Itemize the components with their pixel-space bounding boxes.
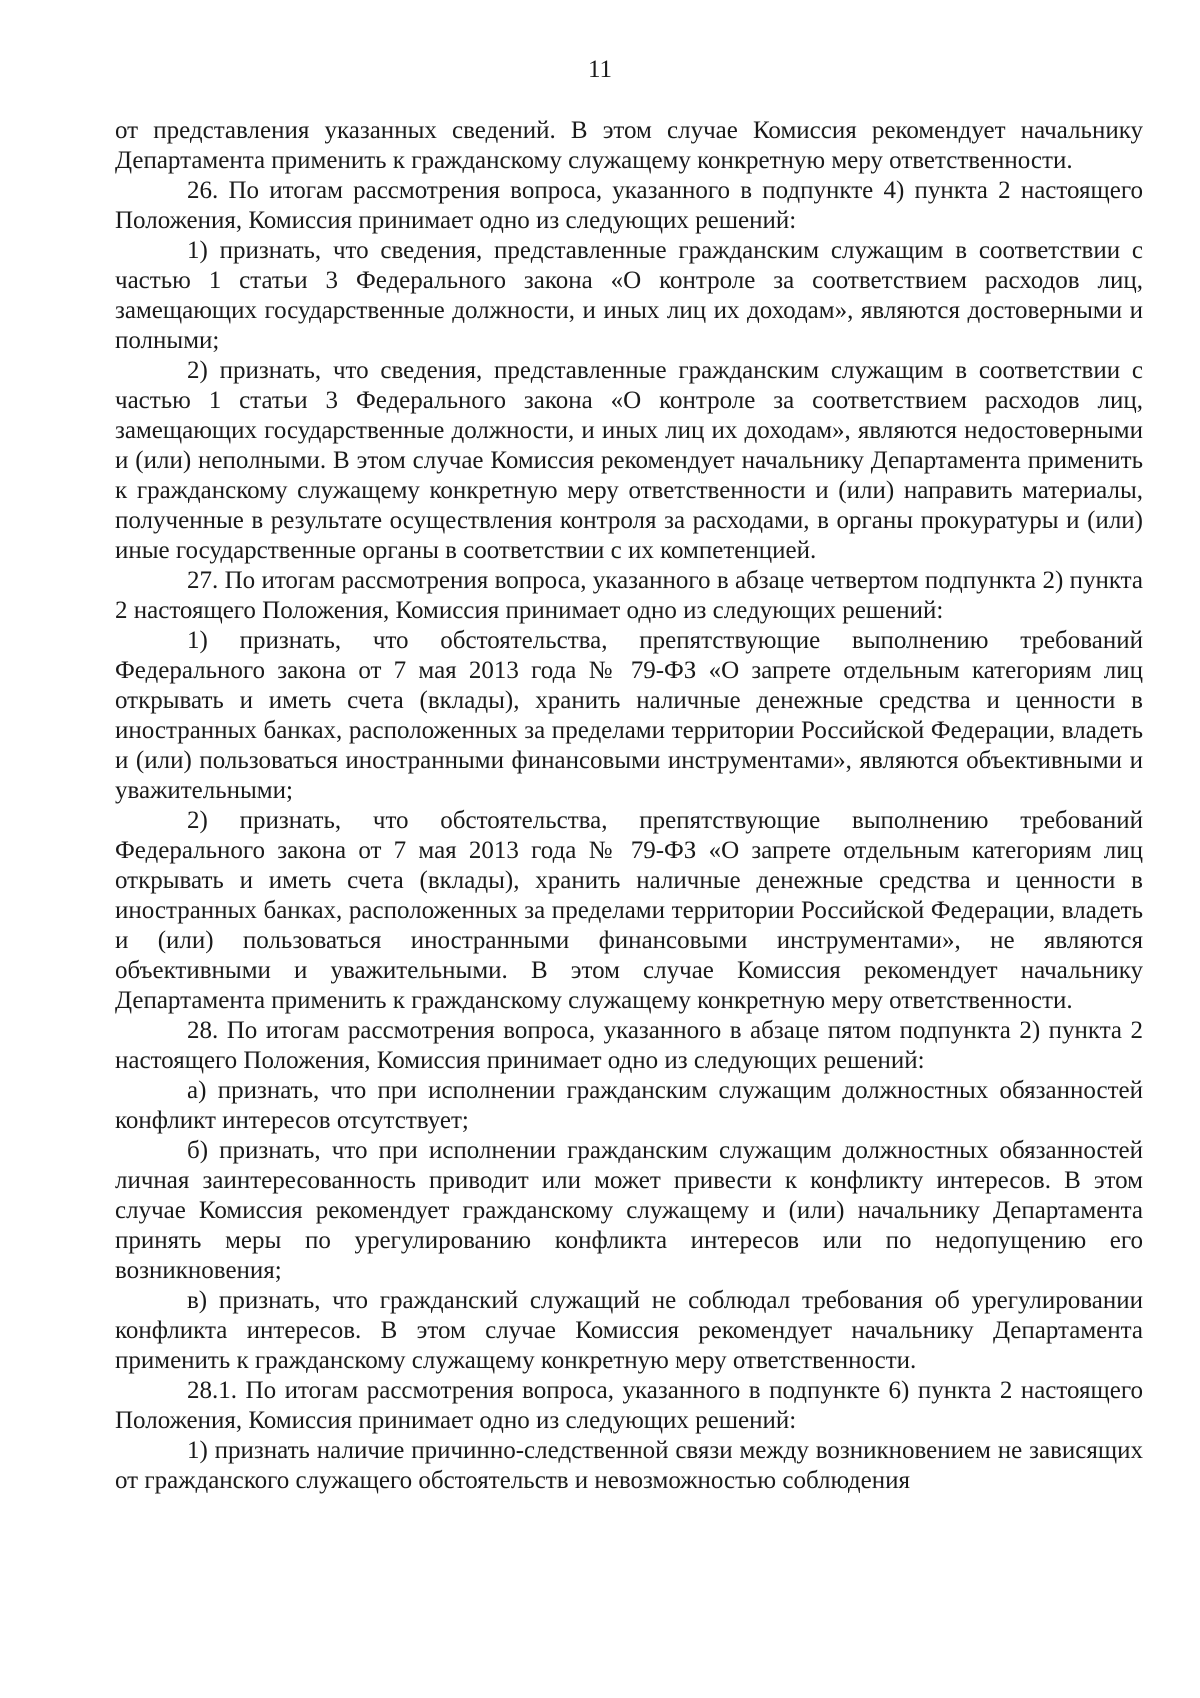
paragraph-28-subitem-a: а) признать, что при исполнении гражданским служащим должностных обязанностей конфликт интересов отсутствует;	[115, 1077, 1143, 1134]
paragraph-item-26: 26. По итогам рассмотрения вопроса, указанного в подпункте 4) пункта 2 настоящего Положения, Комиссия принимает одно из следующих решений:	[115, 177, 1143, 234]
paragraph-28-subitem-v: в) признать, что гражданский служащий не соблюдал требования об урегулировании конфликта интересов. В этом случае Комиссия рекомендует начальнику Департамента применить к гражданскому служащему конкретную меру ответственности.	[115, 1287, 1143, 1374]
paragraph-27-subitem-2: 2) признать, что обстоятельства, препятствующие выполнению требований Федерального закона от 7 мая 2013 года № 79-ФЗ «О запрете отдельным категориям лиц открывать и иметь счета (вклады), хранить наличные денежные средства и ценности в иностранных банках, расположенных за пределами территории Российской Федерации, владеть и (или) пользоваться иностранными финансовыми инструментами», не являются объективными и уважительными. В этом случае Комиссия рекомендует начальнику Департамента применить к гражданскому служащему конкретную меру ответственности.	[115, 807, 1143, 1014]
document-body	[115, 116, 1143, 1496]
paragraph-26-subitem-1: 1) признать, что сведения, представленные гражданским служащим в соответствии с частью 1 статьи 3 Федерального закона «О контроле за соответствием расходов лиц, замещающих государственные должности, и иных лиц их доходам», являются достоверными и полными;	[115, 237, 1143, 354]
paragraph-28-subitem-b: б) признать, что при исполнении гражданским служащим должностных обязанностей личная заинтересованность приводит или может привести к конфликту интересов. В этом случае Комиссия рекомендует гражданскому служащему и (или) начальнику Департамента принять меры по урегулированию конфликта интересов или по недопущению его возникновения;	[115, 1137, 1143, 1284]
paragraph-26-subitem-2: 2) признать, что сведения, представленные гражданским служащим в соответствии с частью 1 статьи 3 Федерального закона «О контроле за соответствием расходов лиц, замещающих государственные должности, и иных лиц их доходам», являются недостоверными и (или) неполными. В этом случае Комиссия рекомендует начальнику Департамента применить к гражданскому служащему конкретную меру ответственности и (или) направить материалы, полученные в результате осуществления контроля за расходами, в органы прокуратуры и (или) иные государственные органы в соответствии с их компетенцией.	[115, 357, 1143, 564]
paragraph-item-27: 27. По итогам рассмотрения вопроса, указанного в абзаце четвертом подпункта 2) пункта 2 настоящего Положения, Комиссия принимает одно из следующих решений:	[115, 567, 1143, 624]
paragraph-continuation: от представления указанных сведений. В этом случае Комиссия рекомендует начальнику Департамента применить к гражданскому служащему конкретную меру ответственности.	[115, 117, 1143, 174]
paragraph-27-subitem-1: 1) признать, что обстоятельства, препятствующие выполнению требований Федерального закона от 7 мая 2013 года № 79-ФЗ «О запрете отдельным категориям лиц открывать и иметь счета (вклады), хранить наличные денежные средства и ценности в иностранных банках, расположенных за пределами территории Российской Федерации, владеть и (или) пользоваться иностранными финансовыми инструментами», являются объективными и уважительными;	[115, 627, 1143, 804]
paragraph-item-28: 28. По итогам рассмотрения вопроса, указанного в абзаце пятом подпункта 2) пункта 2 настоящего Положения, Комиссия принимает одно из следующих решений:	[115, 1017, 1143, 1074]
paragraph-item-28-1: 28.1. По итогам рассмотрения вопроса, указанного в подпункте 6) пункта 2 настоящего Положения, Комиссия принимает одно из следующих решений:	[115, 1377, 1143, 1434]
page-number: 11	[587, 56, 613, 83]
paragraph-28-1-subitem-1: 1) признать наличие причинно-следственной связи между возникновением не зависящих от гражданского служащего обстоятельств и невозможностью соблюдения	[115, 1437, 1143, 1494]
